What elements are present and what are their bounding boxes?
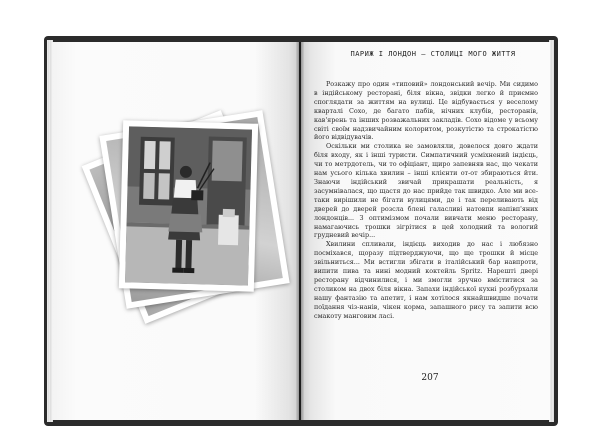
- photo-street-musician: [125, 126, 252, 285]
- paragraph: Оскільки ми столика не замовляли, довелося довго ждати біля входу, як і інші туристи. Симпатичний усміхнений індієць, чи то метрдотель, чи то офіціант, щиро запевняв нас, що чекати нам усього кілька хвилин – інші клієнти от-от збираються йти. Знаючи індійський звичай прикрашати реальність, я засумнівалася, що щастя до нас прийде так швидко. Але ми все-таки вирішили не бігати вулицями, де і так переливають від дверей до дверей розсла бленi галасливі натовпи напівп'яних лондонців... З оптимізмом почали вивчати меню ресторану, намагаючись трошки зігрітися в цей холодний та вологий грудневий вечір...: [314, 142, 538, 240]
- page-body-text: [314, 80, 538, 320]
- paragraph: Розкажу про один «типовий» лондонський вечір. Ми сидимо в індійському ресторані, біля вікна, звідки легко й приємно споглядати за життям на вулиці. Це відбувається у веселому кварталі Сохо, де багато пабів, нічних клубів, ресторанів, кав'ярень та інших розважальних закладів. Сохо відоме у всьому світі своїм надзвичайним колоритом, розкутістю та строкатістю його відвідувачів.: [314, 80, 538, 142]
- running-header: ПАРИЖ І ЛОНДОН – СТОЛИЦІ МОГО ЖИТТЯ: [350, 50, 516, 58]
- street-scene-illustration: [125, 126, 252, 285]
- page-number: 207: [421, 373, 439, 383]
- paragraph: Хвилини спливали, індієць виходив до нас і любязно посміхався, щоразу підтверджуючи, що ще трошки й місце звільниться... Ми встигли збігати в італійський бар навпроти, випити пива та нині модний коктейль Spritz. Нарешті двері ресторану відчинилися, і ми змогли зручно вміститися за столиком на двох біля вікна. Запахи індійської кухні розбурхали нашу фантазію та апетит, і нам хотілося якнайшвидше почати поїдання чіз-нанів, чікен корма, запашного рису та запити всю смакоту манговим ласі.: [314, 240, 538, 320]
- book-spine: [296, 42, 304, 420]
- photo-print-front: [119, 120, 258, 291]
